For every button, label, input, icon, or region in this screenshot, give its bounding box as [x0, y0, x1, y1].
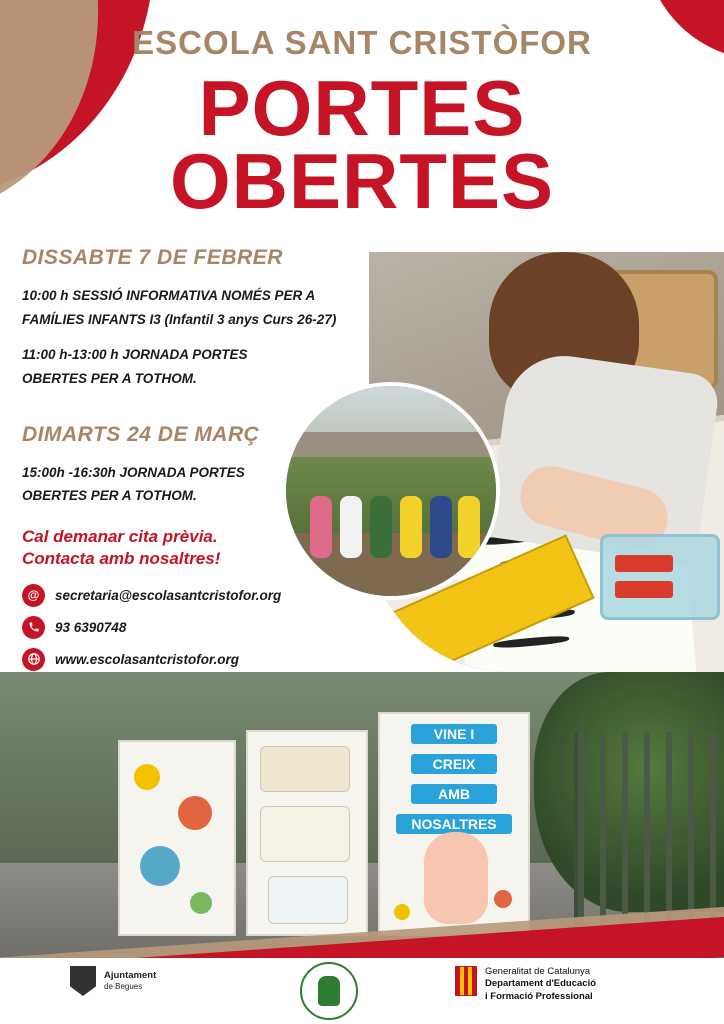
generalitat-line-2: Departament d'Educació: [485, 978, 597, 990]
banner-text-line-3: AMB: [411, 784, 497, 804]
schedule-line: FAMÍLIES INFANTS I3 (Infantil 3 anys Curs 26-27): [22, 311, 337, 327]
banner-text-line-2: CREIX: [411, 754, 497, 774]
generalitat-flag-icon: [455, 966, 477, 996]
page-title: [0, 64, 724, 225]
banner-text-line-4: NOSALTRES: [396, 814, 512, 834]
logo-ajuntament-de-begues: [70, 966, 156, 996]
school-name: ESCOLA SANT CRISTÒFOR: [132, 24, 592, 61]
contact-email[interactable]: [22, 584, 422, 607]
generalitat-line-3: i Formació Professional: [485, 990, 593, 1002]
date-heading-2: DIMARTS 24 DE MARÇ: [22, 422, 260, 446]
ajuntament-line-2: de Begues: [104, 981, 143, 991]
logo-escola-sant-cristofor: [300, 962, 358, 1020]
call-to-action: [22, 526, 422, 570]
schedule-line: 10:00 h SESSIÓ INFORMATIVA NOMÉS PER A: [22, 288, 316, 303]
schedule-line: 11:00 h-13:00 h JORNADA PORTES: [22, 347, 248, 363]
cta-line-1: Cal demanar cita prèvia.: [22, 526, 218, 546]
globe-icon: [22, 648, 45, 671]
contact-phone[interactable]: [22, 616, 422, 639]
date-heading-1: DISSABTE 7 DE FEBRER: [22, 246, 283, 269]
cta-line-2: Contacta amb nosaltres!: [22, 548, 221, 568]
generalitat-line-1: Generalitat de Catalunya: [485, 966, 591, 977]
email-icon: @: [22, 584, 45, 607]
banner-left: [118, 740, 236, 936]
logo-generalitat: [455, 966, 596, 1003]
schedule-line: OBERTES PER A TOTHOM.: [22, 488, 197, 504]
phone-icon: [22, 616, 45, 639]
crest-icon: [70, 966, 96, 996]
title-line-1: PORTES: [198, 64, 526, 152]
banner-figure: [424, 832, 488, 924]
banner-text-line-1: VINE I: [411, 724, 497, 744]
contact-value: www.escolasantcristofor.org: [55, 651, 240, 667]
schedule-line: OBERTES PER A TOTHOM.: [22, 370, 197, 386]
title-line-2: OBERTES: [169, 136, 555, 225]
footer: [0, 958, 724, 1024]
schedule-section: [22, 246, 422, 712]
banner-middle: [246, 730, 368, 936]
contact-value: secretaria@escolasantcristofor.org: [55, 587, 282, 603]
schedule-line: 15:00h -16:30h JORNADA PORTES: [22, 464, 245, 480]
ajuntament-line-1: Ajuntament: [104, 970, 157, 982]
banner-right: [378, 712, 530, 936]
escola-emblem-icon: [318, 976, 340, 1006]
contact-value: 93 6390748: [55, 619, 127, 635]
photo-pencil-case: [600, 534, 720, 620]
contact-website[interactable]: [22, 648, 422, 671]
